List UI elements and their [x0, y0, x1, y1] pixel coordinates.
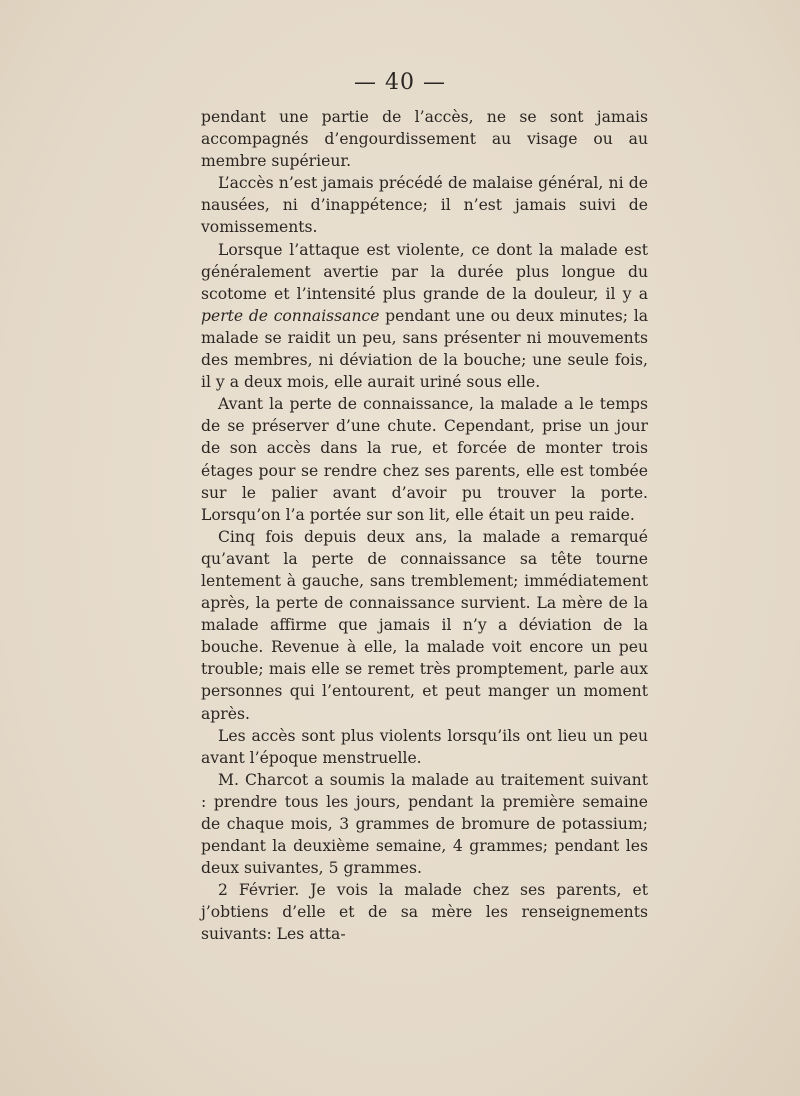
paragraph-4: Avant la perte de connaissance, la malade a le temps de se préserver d’une chute. Cependant, prise un jour de son accès dans la rue, et forcée de monter trois étages pour se rendre chez ses parents, elle est tombée sur le palier avant d’avoir pu trouver la porte. Lorsqu’on l’a portée sur son lit, elle était un peu raide.	[201, 395, 648, 524]
paragraph-5: Cinq fois depuis deux ans, la malade a remarqué qu’avant la perte de connaissance sa tête tourne lentement à gauche, sans tremblement; immédiatement après, la perte de connaissance survient. La mère de la malade affirme que jamais il n’y a déviation de la bouche. Revenue à elle, la malade voit encore un peu trouble; mais elle se remet très promptement, parle aux personnes qui l’entourent, et peut manger un moment après.	[201, 527, 648, 723]
paragraph-7: M. Charcot a soumis la malade au traitement suivant : prendre tous les jours, pendant la première semaine de chaque mois, 3 grammes de bromure de potassium; pendant la deuxième semaine, 4 grammes; pendant les deux suivantes, 5 grammes.	[201, 770, 648, 878]
paragraph-3-part-b: pendant une ou deux minutes; la malade se raidit un peu, sans présenter ni mouvements des membres, ni déviation de la bouche; une seule fois, il y a deux mois, elle aurait uriné sous elle.	[201, 306, 648, 392]
paragraph-1: pendant une partie de l’accès, ne se sont jamais accompagnés d’engourdissement au visage ou au membre supérieur.	[201, 108, 648, 171]
page-number: — 40 —	[354, 70, 446, 95]
paragraph-3-emphasis: perte de connaissance	[201, 306, 380, 325]
paragraph-6: Les accès sont plus violents lorsqu’ils ont lieu un peu avant l’époque menstruelle.	[201, 726, 648, 767]
paragraph-3-part-a: Lorsque l’attaque est violente, ce dont la malade est généralement avertie par la durée plus longue du scotome et l’intensité plus grande de la douleur, il y a	[201, 240, 648, 303]
paragraph-8: 2 Février. Je vois la malade chez ses parents, et j’obtiens d’elle et de sa mère les renseignements suivants: Les atta-	[201, 881, 648, 944]
paragraph-3	[201, 239, 648, 394]
body-text	[201, 106, 648, 946]
paragraph-2: L’accès n’est jamais précédé de malaise général, ni de nausées, ni d’inappétence; il n’est jamais suivi de vomissements.	[201, 174, 648, 237]
